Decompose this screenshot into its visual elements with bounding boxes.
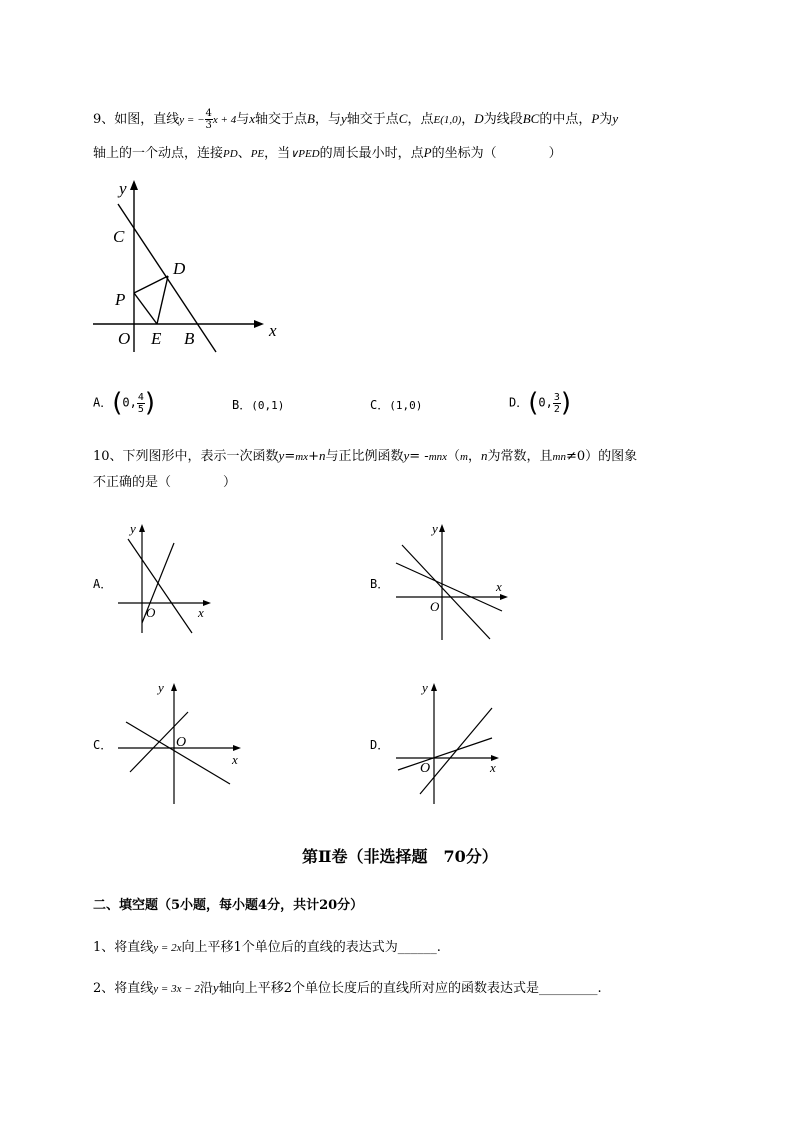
q9-point-e: E(1,0) [433, 114, 462, 126]
q10-line-1 [93, 445, 637, 464]
fill-question-1 [93, 936, 441, 955]
q9-segment-pd: PD [223, 148, 238, 160]
q10d-label-x: x [490, 760, 496, 775]
q9-var-y-2: y [612, 111, 619, 126]
q9-text-4: ，与 [314, 112, 341, 127]
q10c-x-arrow [233, 745, 241, 751]
section-2-heading: 二、填空题（5小题，每小题4分，共计20分） [93, 898, 364, 913]
q9-segment-bc: BC [522, 111, 540, 126]
q9-figure [88, 178, 288, 358]
q9-fraction [205, 108, 213, 131]
q10a-line-1 [128, 539, 192, 633]
q9-line2-c: ，当 [264, 146, 291, 161]
q10-option-c-label[interactable]: C． [93, 738, 113, 752]
q9-line2-f: ） [548, 146, 562, 161]
q9-option-d[interactable]: D．(0, $\frac{3}{2}$ ) [509, 388, 572, 418]
q9-line2-d: 的周长最小时，点 [319, 146, 424, 161]
q9-point-b: B [307, 111, 315, 126]
q10-f2-y: y [403, 448, 410, 463]
q9-frac-num: 4 [205, 108, 212, 119]
fill2-var-y: y [212, 980, 219, 995]
fill2-equation: y = 3x − 2 [153, 983, 200, 995]
q10d-line-2 [420, 708, 492, 794]
q10a-x-arrow [203, 600, 211, 606]
q9-frac-den: 3 [205, 120, 212, 131]
q10-text-6: ≠0）的图象 [565, 449, 638, 464]
q9-line2-b: 、 [237, 146, 251, 161]
q9-point-c: C [398, 111, 408, 126]
fill2-text-a: 2、将直线 [93, 981, 154, 996]
q10-f1-n: n [318, 448, 326, 463]
q9-fig-label-p: P [115, 290, 126, 309]
q9-point-p: P [591, 111, 600, 126]
q9-text-6: ，点 [407, 112, 434, 127]
q10-graph-b[interactable] [390, 515, 515, 640]
q10b-label-o: O [430, 599, 440, 614]
q9-option-d-den: 2 [553, 403, 560, 415]
q9-option-d-label: D． [509, 395, 529, 410]
q9-line2-a: 轴上的一个动点，连接 [93, 146, 224, 161]
q9-option-c[interactable] [370, 396, 422, 413]
q10-graph-a[interactable] [112, 515, 222, 635]
q10-graph-d[interactable] [390, 676, 510, 806]
q10b-label-x: x [496, 579, 502, 594]
q10-line2-text: 不正确的是（ [93, 475, 172, 490]
q9-eq-left: y = − [179, 114, 205, 126]
q9-text-1: 如图，直线 [114, 112, 180, 127]
q9-option-a[interactable]: A．(0, $\frac{4}{5}$ ) [93, 388, 156, 418]
fill2-text-b: 沿 [199, 981, 213, 996]
q10b-line-2 [396, 563, 502, 611]
fill1-text-b: 向上平移1个单位后的直线的表达式为______. [181, 940, 441, 955]
q9-segment-pe: PE [250, 148, 265, 160]
q10-f1-eq: = [284, 449, 296, 464]
q10-f2-eq: = - [409, 449, 429, 464]
q9-var-x: x [249, 111, 256, 126]
q9-option-b-value: (0,1) [251, 399, 285, 412]
q9-line-2 [93, 142, 562, 161]
q10-line2-end: ） [223, 475, 237, 490]
q10-option-a-label[interactable]: A． [93, 577, 113, 591]
q10c-line-1 [126, 722, 230, 784]
q10b-label-y: y [432, 521, 438, 536]
q9-segment-de-line [157, 276, 168, 324]
q10d-line-1 [398, 738, 492, 770]
q10d-y-arrow [431, 683, 437, 691]
q10a-label-x: x [198, 605, 204, 620]
q9-x-arrow [254, 320, 264, 328]
q9-option-d-prefix: 0, [538, 395, 553, 410]
q9-option-d-num: 3 [553, 391, 560, 403]
q9-option-c-value: (1,0) [389, 399, 423, 412]
q9-fig-label-y: y [119, 179, 127, 198]
q10-text-5: 为常数，且 [487, 449, 553, 464]
q9-text-9: 的中点， [539, 112, 592, 127]
q9-fig-label-c: C [113, 227, 125, 246]
q9-point-d: D [474, 111, 484, 126]
q10-f1-mx: mx [295, 451, 309, 463]
q9-option-c-label: C． [370, 398, 390, 412]
q10-f1-plus: + [308, 449, 319, 464]
q10c-label-y: y [158, 680, 164, 695]
q9-fig-label-o: O [118, 329, 131, 348]
q10-var-mn: mn [552, 451, 566, 463]
q9-text-3: 轴交于点 [255, 112, 308, 127]
q10-text-4: ， [467, 449, 481, 464]
q10-line-2 [93, 471, 236, 490]
q9-eq-right: x + 4 [212, 114, 237, 126]
q9-option-a-prefix: 0, [122, 395, 137, 410]
q10c-label-x: x [232, 752, 238, 767]
q10-graph-c[interactable] [112, 676, 247, 806]
q10-var-m: m [460, 451, 468, 463]
q10-f1-y: y [278, 448, 285, 463]
q10d-label-o: O [420, 761, 431, 776]
q10-option-d-label[interactable]: D． [370, 738, 390, 752]
q9-text-10: 为 [599, 112, 613, 127]
q10-text-1: 10、下列图形中，表示一次函数 [93, 449, 279, 464]
q10-text-3: （ [447, 449, 461, 464]
fill1-text-a: 1、将直线 [93, 940, 154, 955]
q9-option-a-den: 5 [137, 403, 144, 415]
q10c-y-arrow [171, 683, 177, 691]
q9-option-b[interactable] [232, 396, 284, 413]
q9-option-a-label: A． [93, 395, 113, 410]
q9-var-y: y [341, 111, 347, 126]
fill1-equation: y = 2x [153, 942, 182, 954]
q9-point-p-2: P [423, 145, 432, 160]
q10b-x-arrow [500, 594, 508, 600]
q10c-label-o: O [176, 735, 187, 750]
q9-number: 9、 [93, 112, 115, 127]
q9-line-1 [93, 108, 618, 131]
q10-f2-mnx: mnx [428, 451, 448, 463]
fill2-text-c: 轴向上平移2个单位长度后的直线所对应的函数表达式是_________. [218, 981, 602, 996]
q9-fig-label-b: B [184, 329, 195, 348]
section-2-title: 第Ⅱ卷（非选择题 70分） [302, 847, 498, 866]
q9-segment-pd-line [134, 276, 168, 293]
q10-option-b-label[interactable]: B． [370, 577, 390, 591]
q9-fig-label-d: D [173, 259, 186, 278]
q9-text-5: 轴交于点 [346, 112, 399, 127]
q9-fig-label-e: E [151, 329, 162, 348]
q9-text-8: 为线段 [483, 112, 523, 127]
q9-option-a-num: 4 [137, 391, 144, 403]
q10a-label-y: y [130, 521, 136, 536]
q9-text-2: 与 [236, 112, 250, 127]
q9-triangle: ∨PED [290, 148, 320, 160]
q9-fig-label-x: x [269, 321, 277, 340]
q9-option-b-label: B． [232, 398, 252, 412]
q9-y-arrow [130, 180, 138, 190]
q10b-y-arrow [439, 524, 445, 532]
fill-question-2 [93, 977, 602, 996]
q9-segment-pe-line [134, 293, 157, 324]
q9-line2-e: 的坐标为（ [431, 146, 497, 161]
q10a-y-arrow [139, 524, 145, 532]
q10a-label-o: O [146, 605, 156, 620]
q9-text-7: ， [461, 112, 475, 127]
q10-text-2: 与正比例函数 [325, 449, 404, 464]
q10d-label-y: y [422, 680, 428, 695]
q10b-line-1 [402, 545, 490, 639]
q10-var-n: n [481, 448, 488, 463]
